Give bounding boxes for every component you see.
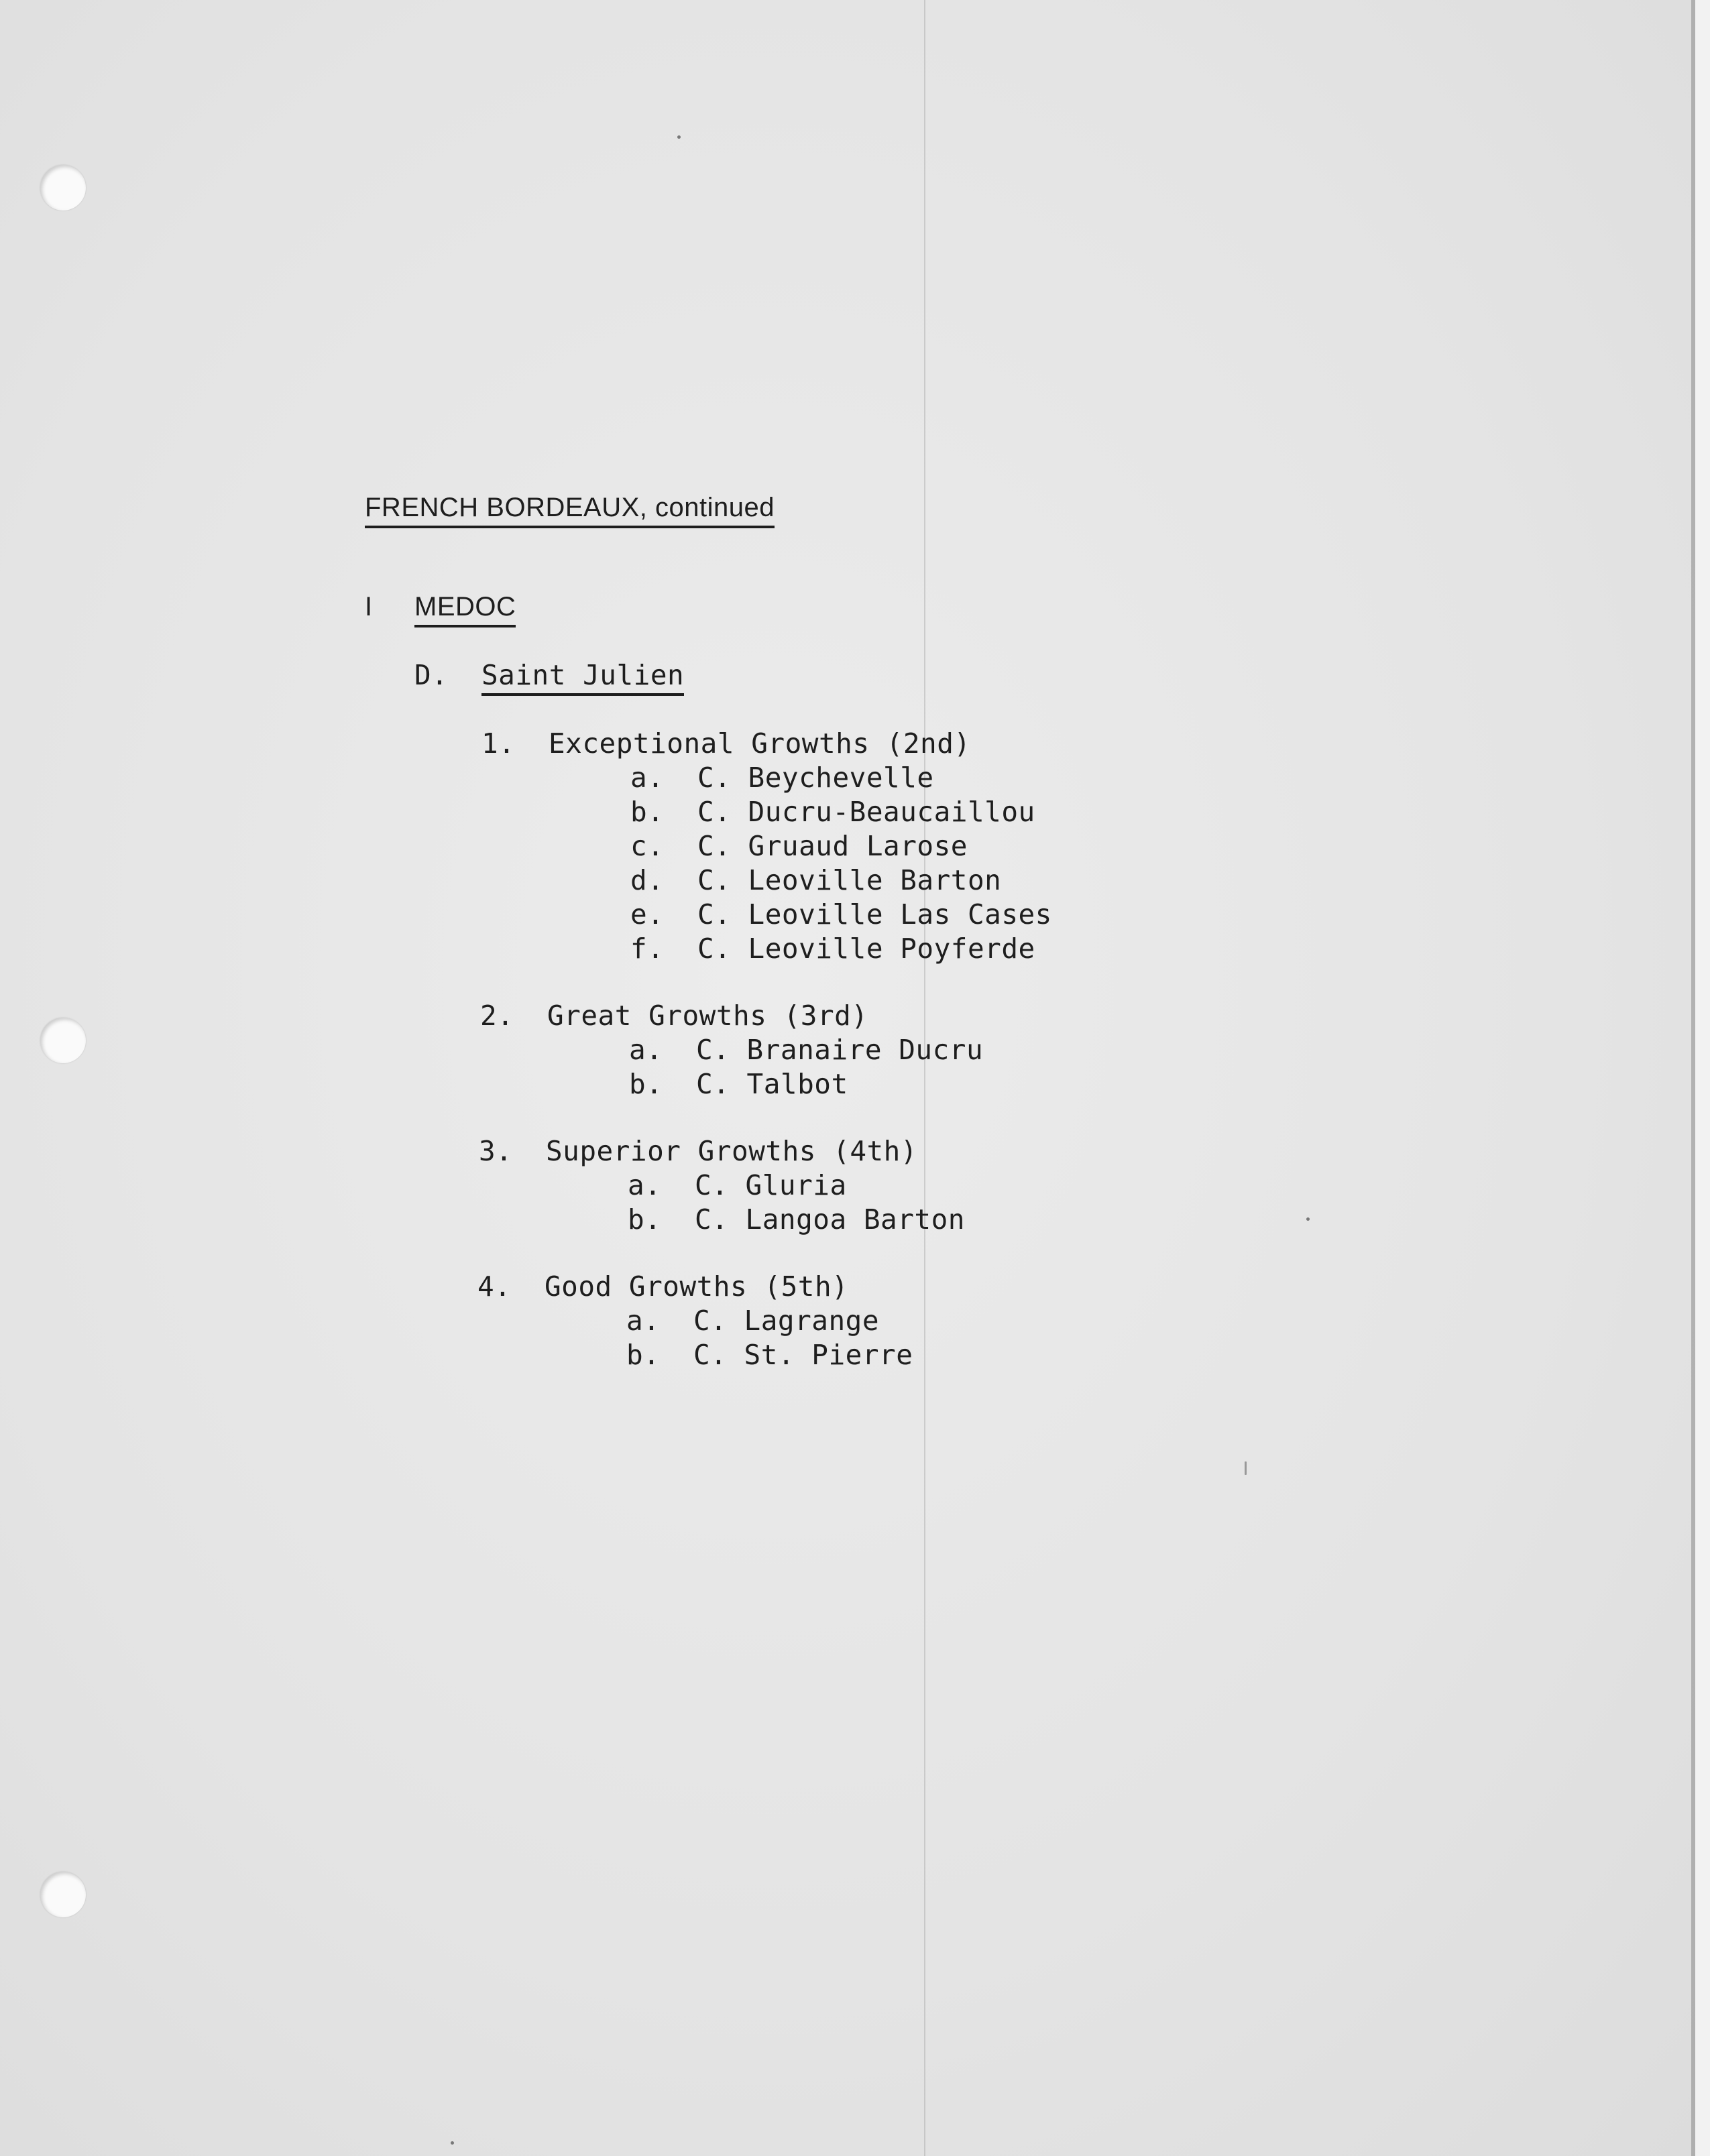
item-name: C. Lagrange	[693, 1305, 880, 1337]
item-name: C. St. Pierre	[693, 1339, 913, 1371]
item-letter: b.	[630, 796, 665, 828]
item-letter: d.	[630, 864, 665, 896]
subsection-letter: D.	[414, 659, 449, 691]
item-name: C. Beychevelle	[697, 762, 934, 794]
item-letter: a.	[628, 1169, 662, 1201]
item-letter: f.	[630, 933, 665, 965]
fold-line	[924, 0, 925, 2156]
item-name: C. Branaire Ducru	[696, 1034, 984, 1066]
paper-mark	[1245, 1461, 1247, 1475]
group-number: 4.	[477, 1270, 512, 1303]
item-letter: c.	[630, 830, 665, 862]
item-letter: a.	[629, 1034, 663, 1066]
item-name: C. Ducru-Beaucaillou	[697, 796, 1035, 828]
binder-hole-bottom	[40, 1872, 86, 1917]
group-number: 2.	[480, 1000, 514, 1032]
item-name: C. Langoa Barton	[695, 1203, 965, 1236]
item-name: C. Leoville Barton	[697, 864, 1002, 896]
item-name: C. Gruaud Larose	[697, 830, 968, 862]
paper-speck	[677, 135, 681, 139]
group-title: Exceptional Growths (2nd)	[549, 727, 971, 760]
group-title: Good Growths (5th)	[545, 1270, 849, 1303]
group-number: 1.	[481, 727, 516, 760]
item-letter: b.	[626, 1339, 661, 1371]
item-letter: a.	[626, 1305, 661, 1337]
binder-hole-middle	[40, 1018, 86, 1063]
item-name: C. Leoville Poyferde	[697, 933, 1035, 965]
item-name: C. Gluria	[695, 1169, 847, 1201]
group-number: 3.	[479, 1135, 513, 1167]
item-letter: b.	[629, 1068, 663, 1100]
subsection-title: Saint Julien	[481, 658, 684, 696]
paper-speck	[1306, 1217, 1310, 1221]
page-margin-strip	[1695, 0, 1710, 2156]
group-title: Superior Growths (4th)	[546, 1135, 918, 1167]
document-title: FRENCH BORDEAUX, continued	[365, 491, 775, 528]
item-letter: e.	[630, 898, 665, 931]
section-title: MEDOC	[414, 590, 516, 627]
item-letter: a.	[630, 762, 665, 794]
section-numeral: I	[365, 592, 373, 621]
group-title: Great Growths (3rd)	[547, 1000, 868, 1032]
item-name: C. Leoville Las Cases	[697, 898, 1052, 931]
binder-hole-top	[40, 165, 86, 211]
item-letter: b.	[628, 1203, 662, 1236]
paper-speck	[451, 2141, 454, 2145]
item-name: C. Talbot	[696, 1068, 848, 1100]
